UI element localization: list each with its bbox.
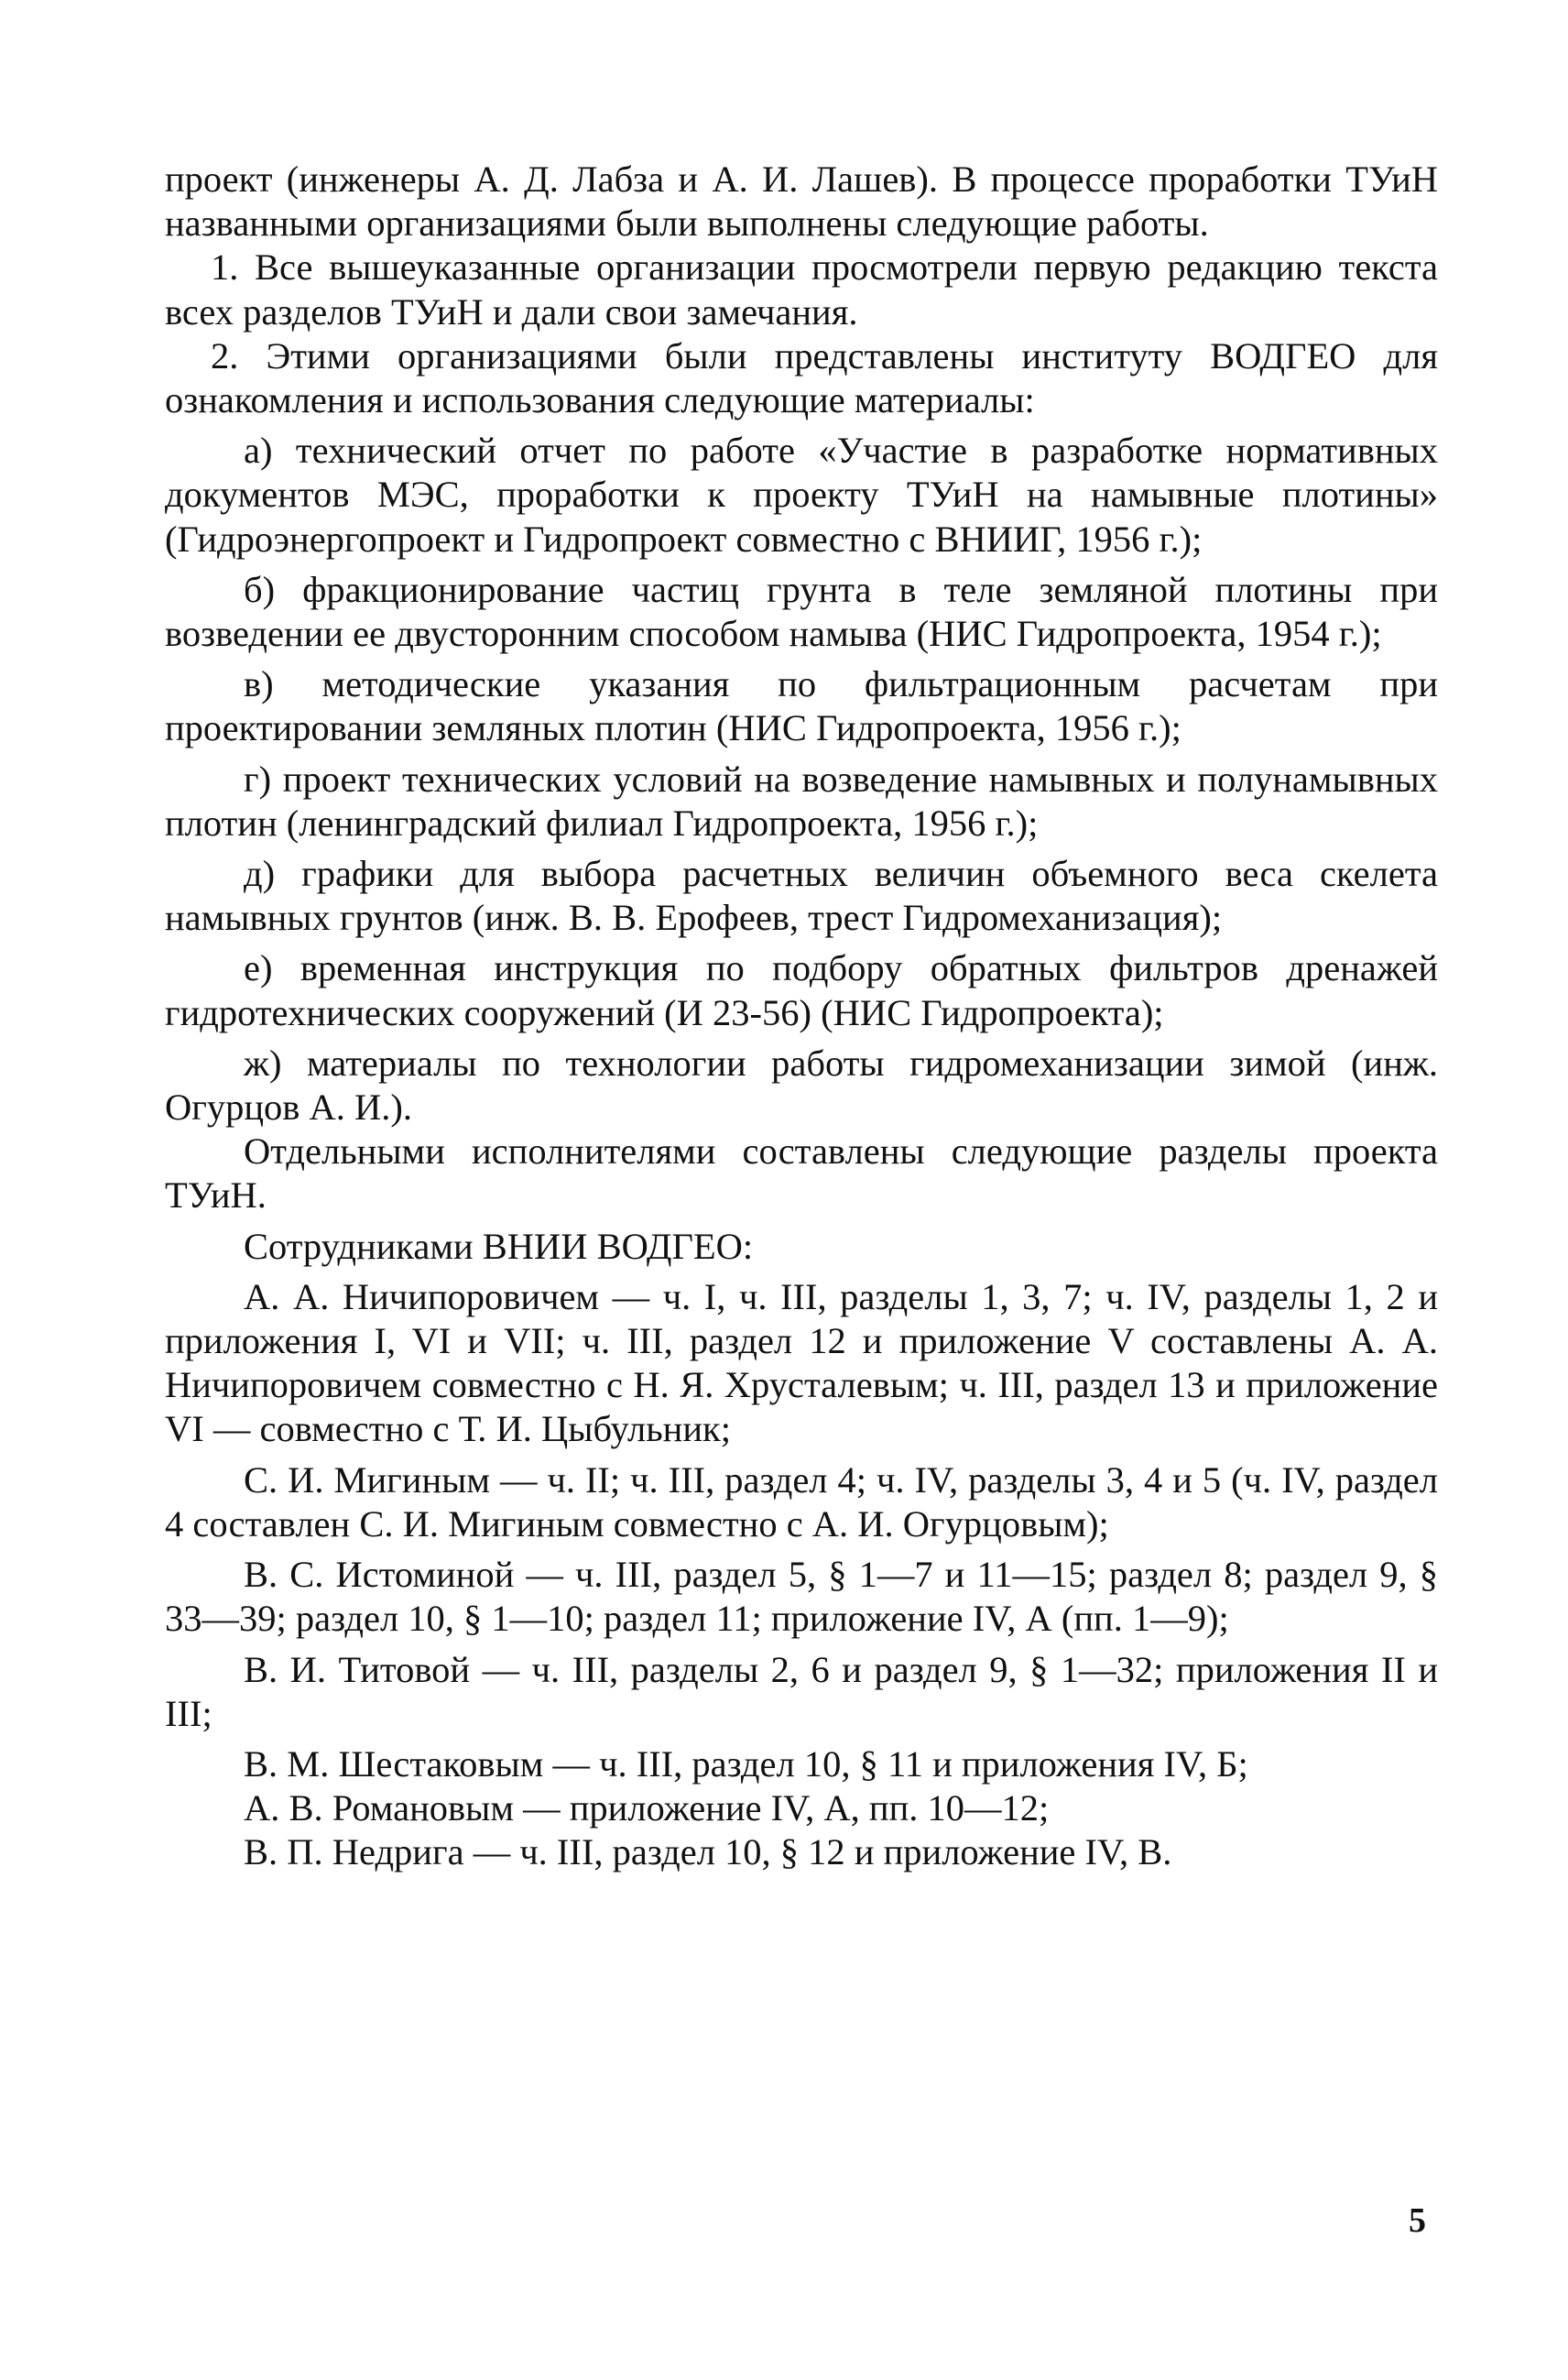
sublist-item-a: а) технический отчет по работе «Участие в разработке нормативных документов МЭС, проработки к проекту ТУиН на намывные плотины» (Гидроэнергопроект и Гидропроект совместно с ВНИИГ, 1956 г.); [165,430,1438,560]
sublist-item-g: г) проект технических условий на возведение намывных и полунамывных плотин (ленинградский филиал Гидропроекта, 1956 г.); [165,758,1438,844]
sublist-item-b: б) фракционирование частиц грунта в теле земляной плотины при возведении ее двусторонним способом намыва (НИС Гидропроекта, 1954 г.); [165,568,1438,655]
author-entry-titova: В. И. Титовой — ч. III, разделы 2, 6 и раздел 9, § 1—32; приложения II и III; [165,1648,1438,1734]
list-item-2: 2. Этими организациями были представлены институту ВОДГЕО для ознакомления и использования следующие материалы: [165,334,1438,421]
page-body [165,158,1438,1875]
author-entry-nichiporovich: А. А. Ничипоровичем — ч. I, ч. III, разделы 1, 3, 7; ч. IV, разделы 1, 2 и приложения I, VI и VII; ч. III, раздел 12 и приложение V составлены А. А. Ничипоровичем совместно с Н. Я. Хрусталевым; ч. III, раздел 13 и приложение VI — совместно с Т. И. Цыбульник; [165,1275,1438,1450]
sublist-item-zh: ж) материалы по технологии работы гидромеханизации зимой (инж. Огурцов А. И.). [165,1042,1438,1129]
paragraph-intro-continuation: проект (инженеры А. Д. Лабза и А. И. Лашев). В процессе проработки ТУиН названными организациями были выполнены следующие работы. [165,158,1438,245]
sublist-item-v: в) методические указания по фильтрационным расчетам при проектировании земляных плотин (НИС Гидропроекта, 1956 г.); [165,663,1438,749]
author-entry-migin: С. И. Мигиным — ч. II; ч. III, раздел 4; ч. IV, разделы 3, 4 и 5 (ч. IV, раздел 4 составлен С. И. Мигиным совместно с А. И. Огурцовым); [165,1458,1438,1545]
sublist-item-e: е) временная инструкция по подбору обратных фильтров дренажей гидротехнических сооружений (И 23-56) (НИС Гидропроекта); [165,947,1438,1033]
paragraph-authors-intro: Отдельными исполнителями составлены следующие разделы проекта ТУиН. [165,1130,1438,1217]
author-entry-nedriga: В. П. Недрига — ч. III, раздел 10, § 12 и приложение IV, В. [244,1831,1172,1873]
author-entry-romanov: А. В. Романовым — приложение IV, А, пп. 10—12; [244,1787,1050,1829]
paragraph-vodgeo-heading: Сотрудниками ВНИИ ВОДГЕО: [244,1225,754,1267]
page-number: 5 [1409,2201,1426,2240]
list-item-1: 1. Все вышеуказанные организации просмотрели первую редакцию текста всех разделов ТУиН и дали свои замечания. [165,246,1438,333]
author-entry-shestakov: В. М. Шестаковым — ч. III, раздел 10, § 11 и приложения IV, Б; [244,1742,1248,1785]
author-entry-istomina: В. С. Истоминой — ч. III, раздел 5, § 1—7 и 11—15; раздел 8; раздел 9, § 33—39; раздел 10, § 1—10; раздел 11; приложение IV, А (пп. 1—9); [165,1554,1438,1640]
sublist-item-d: д) графики для выбора расчетных величин объемного веса скелета намывных грунтов (инж. В. В. Ерофеев, трест Гидромеханизация); [165,853,1438,939]
